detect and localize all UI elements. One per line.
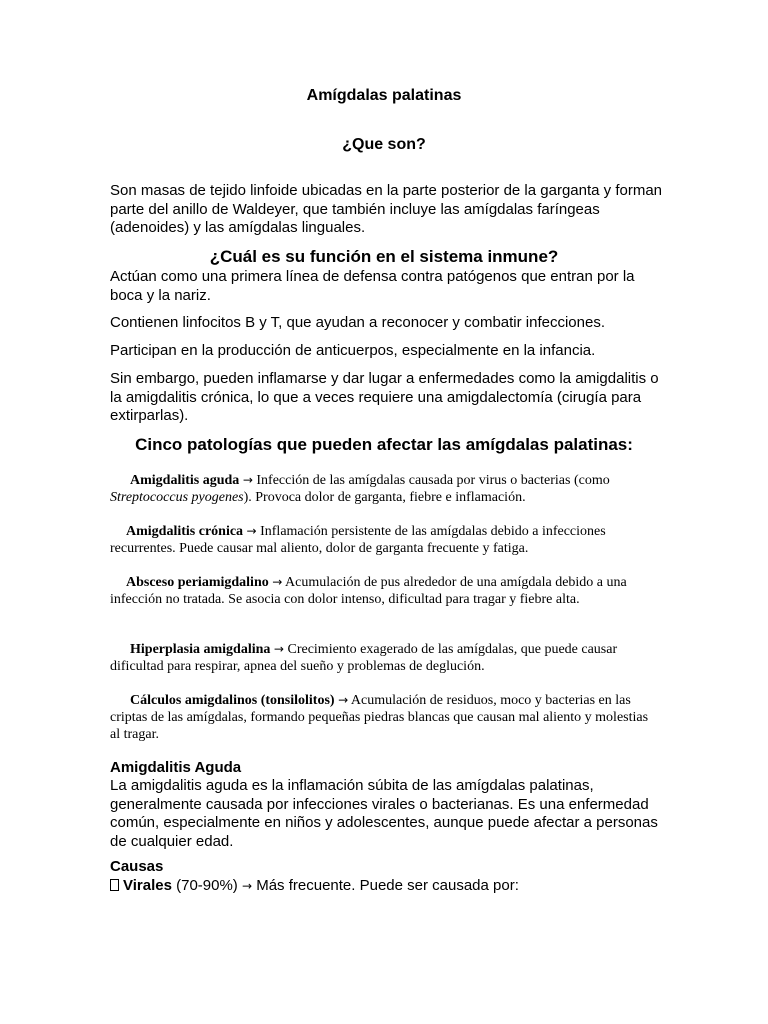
- causes-virales-label: Virales: [123, 877, 172, 894]
- arrow-icon: →: [241, 879, 253, 893]
- pathology-name: Cálculos amigdalinos (tonsilolitos): [130, 693, 335, 708]
- pathology-name: Amigdalitis aguda: [130, 473, 240, 488]
- section-subtitle: ¿Que son?: [342, 136, 426, 153]
- function-paragraph: Sin embargo, pueden inflamarse y dar lugar a enfermedades como la amigdalitis o la amigdalitis crónica, lo que a veces requiere una amigdalectomía (cirugía para extirparlas).: [110, 370, 659, 424]
- pathology-item: [110, 641, 655, 675]
- pathology-name: Absceso periamigdalino: [126, 575, 269, 590]
- pathology-italic-term: Streptococcus pyogenes: [110, 490, 244, 505]
- arrow-icon: →: [338, 693, 349, 707]
- causes-heading: Causas: [110, 858, 164, 875]
- pathology-text: Acumulación de residuos, moco y bacterias en las criptas de las amígdalas, formando pequeñas piedras blancas que causan mal aliento y molestias al tragar.: [110, 693, 649, 742]
- causes-virales-text: Más frecuente. Puede ser causada por:: [256, 877, 519, 894]
- pathologies-heading: Cinco patologías que pueden afectar las amígdalas palatinas:: [135, 435, 633, 454]
- pathology-text: Acumulación de pus alrededor de una amígdala debido a una infección no tratada. Se asocia con dolor intenso, dificultad para tragar y fiebre alta.: [110, 575, 627, 607]
- causes-virales-line: [110, 877, 670, 896]
- pathology-text: Infección de las amígdalas causada por virus o bacterias (como: [256, 473, 610, 488]
- acute-heading: Amigdalitis Aguda: [110, 759, 242, 776]
- pathology-item: [110, 692, 655, 743]
- missing-glyph-icon: [110, 879, 119, 891]
- arrow-icon: →: [272, 575, 283, 589]
- pathology-item: [110, 472, 655, 506]
- pathology-text: ). Provoca dolor de garganta, fiebre e inflamación.: [243, 490, 526, 505]
- intro-paragraph: Son masas de tejido linfoide ubicadas en la parte posterior de la garganta y forman parte del anillo de Waldeyer, que también incluye las amígdalas faríngeas (adenoides) y las amígdalas linguales.: [110, 182, 663, 236]
- pathology-name: Amigdalitis crónica: [126, 524, 244, 539]
- arrow-icon: →: [273, 642, 284, 656]
- function-paragraph: Actúan como una primera línea de defensa contra patógenos que entran por la boca y la nariz.: [110, 268, 635, 304]
- function-paragraph: Participan en la producción de anticuerpos, especialmente en la infancia.: [110, 342, 596, 359]
- arrow-icon: →: [242, 473, 253, 487]
- pathology-item: [110, 574, 655, 608]
- acute-paragraph: La amigdalitis aguda es la inflamación súbita de las amígdalas palatinas, generalmente causada por infecciones virales o bacterianas. Es una enfermedad común, especialmente en niños y adolescentes, aunque puede afectar a personas de cualquier edad.: [110, 777, 658, 850]
- function-heading: ¿Cuál es su función en el sistema inmune?: [209, 247, 559, 266]
- pathology-text: Inflamación persistente de las amígdalas debido a infecciones recurrentes. Puede causar mal aliento, dolor de garganta frecuente y fatiga.: [110, 524, 606, 556]
- pathology-item: [110, 523, 655, 557]
- document-title: Amígdalas palatinas: [306, 87, 462, 104]
- pathology-name: Hiperplasia amigdalina: [130, 642, 271, 657]
- causes-virales-pct: (70-90%): [176, 877, 238, 894]
- function-paragraph: Contienen linfocitos B y T, que ayudan a reconocer y combatir infecciones.: [110, 314, 605, 331]
- pathology-text: Crecimiento exagerado de las amígdalas, que puede causar dificultad para respirar, apnea del sueño y problemas de deglución.: [110, 642, 618, 674]
- arrow-icon: →: [246, 524, 257, 538]
